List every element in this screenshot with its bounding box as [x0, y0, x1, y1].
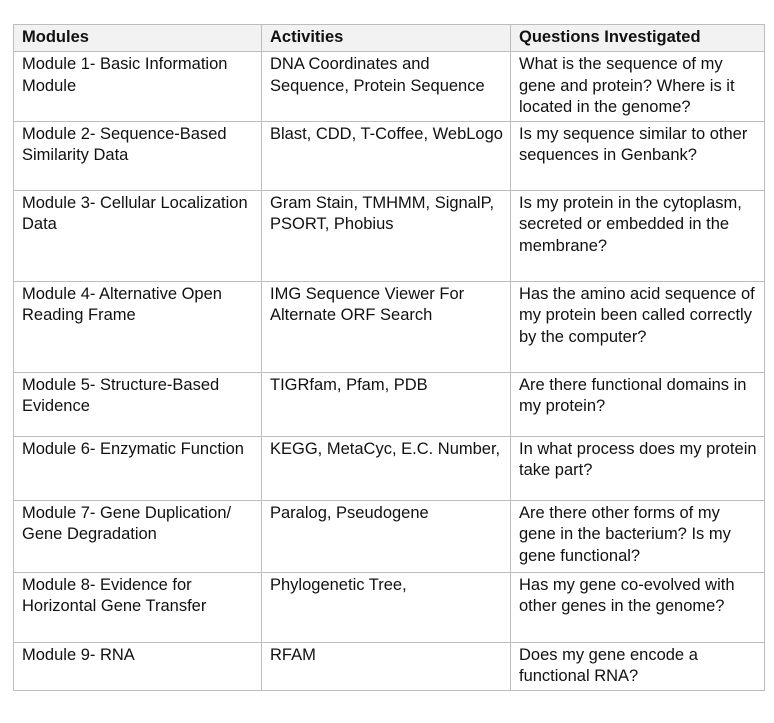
table-row: [14, 372, 765, 436]
header-modules: Modules: [14, 25, 262, 52]
questions-cell: Has the amino acid sequence of my protein been called correctly by the computer?: [511, 281, 765, 372]
questions-cell: Has my gene co-evolved with other genes in the genome?: [511, 572, 765, 642]
questions-cell: Is my protein in the cytoplasm, secreted or embedded in the membrane?: [511, 190, 765, 281]
activities-cell: Phylogenetic Tree,: [262, 572, 511, 642]
activities-cell: RFAM: [262, 642, 511, 690]
activities-cell: Blast, CDD, T-Coffee, WebLogo: [262, 121, 511, 190]
module-cell: Module 6- Enzymatic Function: [14, 436, 262, 500]
module-cell: Module 3- Cellular Localization Data: [14, 190, 262, 281]
questions-cell: Are there functional domains in my protein?: [511, 372, 765, 436]
questions-cell: What is the sequence of my gene and protein? Where is it located in the genome?: [511, 52, 765, 122]
modules-table: [13, 24, 765, 691]
activities-cell: IMG Sequence Viewer For Alternate ORF Search: [262, 281, 511, 372]
table-row: [14, 572, 765, 642]
activities-cell: KEGG, MetaCyc, E.C. Number,: [262, 436, 511, 500]
header-questions-investigated: Questions Investigated: [511, 25, 765, 52]
table-row: [14, 500, 765, 572]
questions-cell: Are there other forms of my gene in the bacterium? Is my gene functional?: [511, 500, 765, 572]
activities-cell: TIGRfam, Pfam, PDB: [262, 372, 511, 436]
questions-cell: Does my gene encode a functional RNA?: [511, 642, 765, 690]
activities-cell: DNA Coordinates and Sequence, Protein Sequence: [262, 52, 511, 122]
module-cell: Module 7- Gene Duplication/ Gene Degradation: [14, 500, 262, 572]
header-activities: Activities: [262, 25, 511, 52]
table-header-row: [14, 25, 765, 52]
activities-cell: Gram Stain, TMHMM, SignalP, PSORT, Phobius: [262, 190, 511, 281]
module-cell: Module 1- Basic Information Module: [14, 52, 262, 122]
module-cell: Module 9- RNA: [14, 642, 262, 690]
questions-cell: In what process does my protein take part?: [511, 436, 765, 500]
module-cell: Module 8- Evidence for Horizontal Gene Transfer: [14, 572, 262, 642]
module-cell: Module 4- Alternative Open Reading Frame: [14, 281, 262, 372]
questions-cell: Is my sequence similar to other sequences in Genbank?: [511, 121, 765, 190]
table-row: [14, 642, 765, 690]
activities-cell: Paralog, Pseudogene: [262, 500, 511, 572]
table-row: [14, 436, 765, 500]
table-row: [14, 190, 765, 281]
table-row: [14, 52, 765, 122]
table-row: [14, 121, 765, 190]
module-cell: Module 2- Sequence-Based Similarity Data: [14, 121, 262, 190]
table-row: [14, 281, 765, 372]
module-cell: Module 5- Structure-Based Evidence: [14, 372, 262, 436]
